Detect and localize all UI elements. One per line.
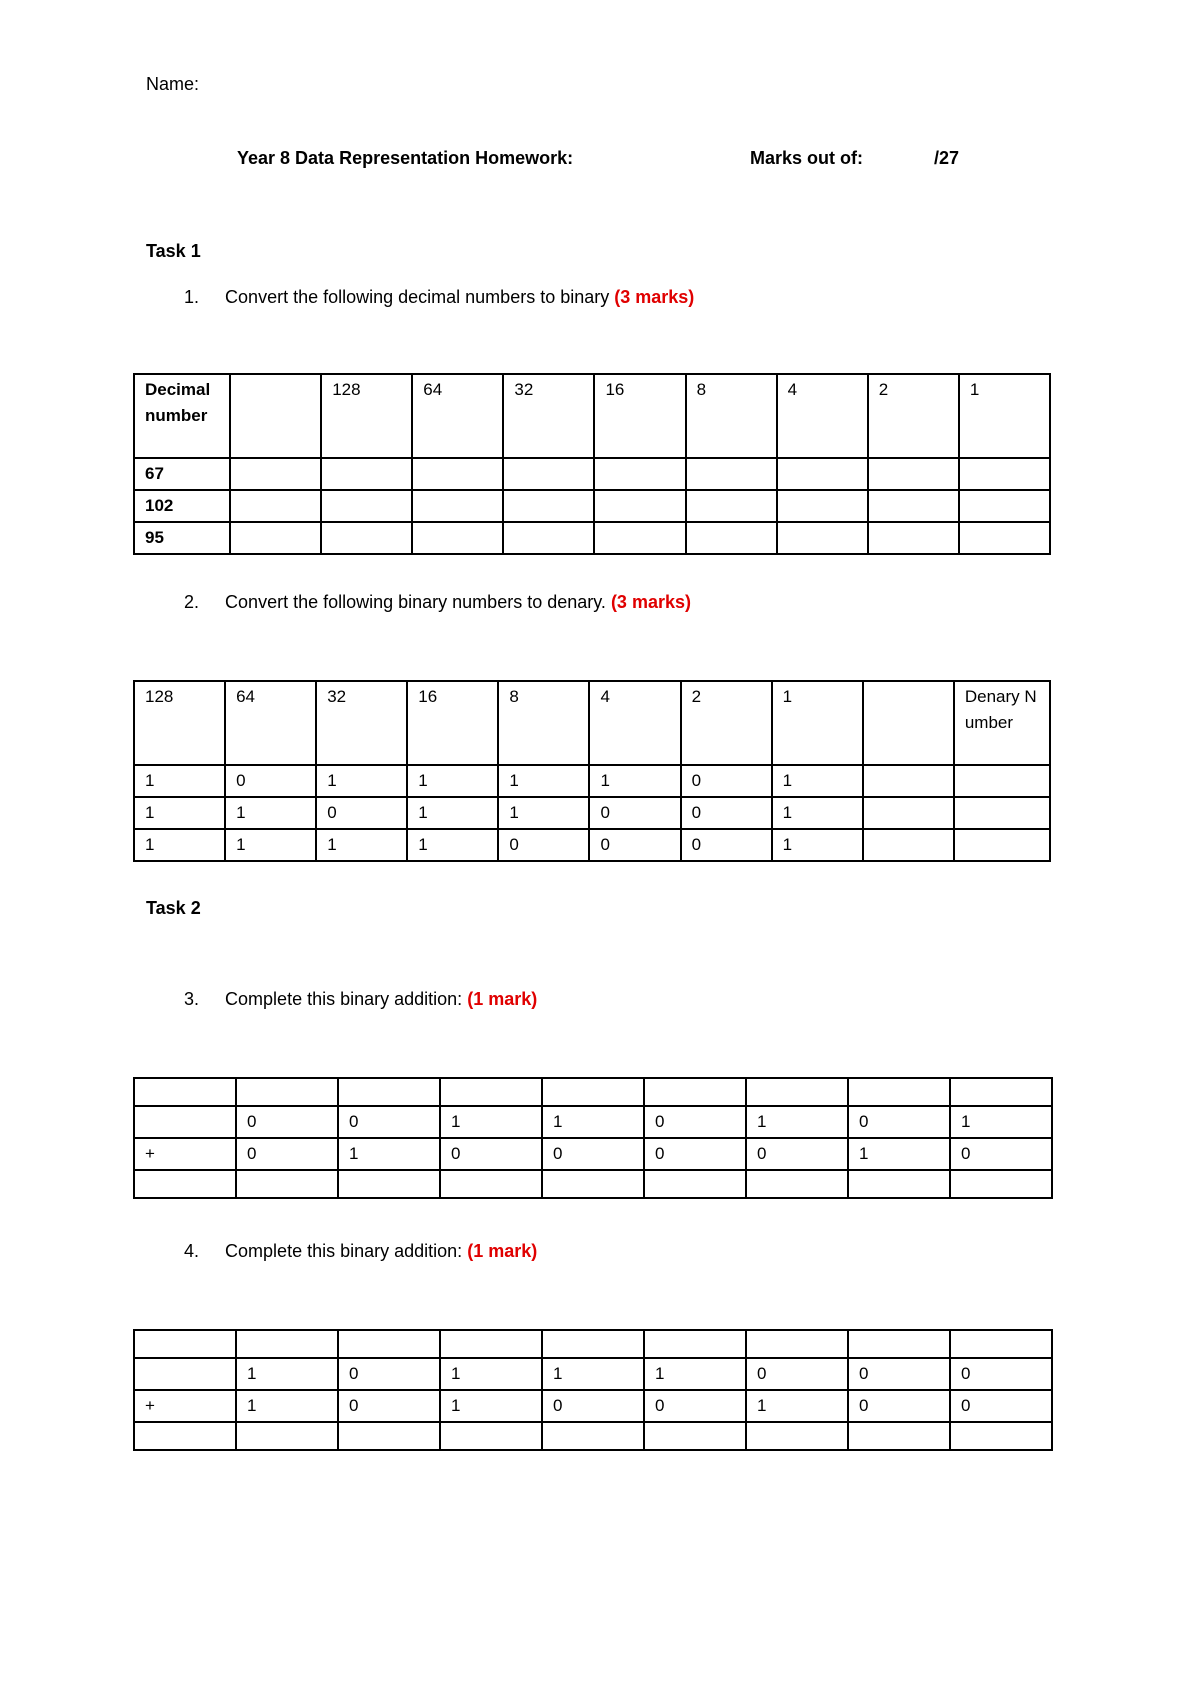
answer-cell[interactable]: [321, 490, 412, 522]
bit-cell: 0: [644, 1138, 746, 1170]
bit-cell: 1: [407, 765, 498, 797]
result-row: [134, 1422, 1052, 1450]
bit-cell: 1: [236, 1358, 338, 1390]
q4-marks: (1 mark): [467, 1241, 538, 1261]
binary-addition-table-1: [133, 1077, 1053, 1199]
bit-cell: 1: [440, 1358, 542, 1390]
bit-cell: 0: [589, 829, 680, 861]
header-cell: 1: [959, 374, 1050, 458]
bit-cell: 0: [338, 1106, 440, 1138]
bit-cell: 1: [950, 1106, 1052, 1138]
bit-cell: 1: [542, 1106, 644, 1138]
answer-cell[interactable]: [954, 829, 1050, 861]
bit-cell: 0: [225, 765, 316, 797]
answer-cell[interactable]: [686, 490, 777, 522]
q3-marks: (1 mark): [467, 989, 538, 1009]
bit-cell: 0: [589, 797, 680, 829]
table-header-row: [134, 681, 1050, 765]
header-cell: 16: [594, 374, 685, 458]
bit-cell: 1: [407, 829, 498, 861]
bit-cell: 0: [950, 1358, 1052, 1390]
bit-cell: 0: [542, 1390, 644, 1422]
header-cell: 4: [777, 374, 868, 458]
carry-cell[interactable]: [746, 1078, 848, 1106]
answer-cell[interactable]: [503, 490, 594, 522]
bit-cell: 1: [542, 1358, 644, 1390]
header-cell: 32: [503, 374, 594, 458]
header-cell: Denary Number: [954, 681, 1050, 765]
carry-cell[interactable]: [134, 1330, 236, 1358]
bit-cell: 1: [498, 765, 589, 797]
bit-cell: 0: [950, 1138, 1052, 1170]
answer-cell[interactable]: [440, 1170, 542, 1198]
binary-to-denary-table: [133, 680, 1051, 862]
carry-cell[interactable]: [542, 1078, 644, 1106]
bit-cell: 1: [848, 1138, 950, 1170]
bit-cell: 1: [440, 1106, 542, 1138]
table-row: [134, 490, 1050, 522]
answer-cell[interactable]: [412, 522, 503, 554]
bit-cell: 0: [542, 1138, 644, 1170]
table-row: [134, 829, 1050, 861]
blank-cell: [863, 829, 954, 861]
blank-cell: [863, 765, 954, 797]
q1-text: Convert the following decimal numbers to binary: [225, 287, 610, 307]
header-cell: 2: [868, 374, 959, 458]
bit-cell: 1: [338, 1138, 440, 1170]
bit-cell: 1: [746, 1106, 848, 1138]
bit-cell: 0: [236, 1106, 338, 1138]
task1-heading: Task 1: [146, 241, 201, 261]
bit-cell: 0: [498, 829, 589, 861]
addend-row: [134, 1358, 1052, 1390]
q2-number: 2.: [184, 592, 200, 612]
bit-cell: 0: [338, 1358, 440, 1390]
answer-cell[interactable]: [959, 522, 1050, 554]
header-cell: 8: [686, 374, 777, 458]
bit-cell: 1: [225, 797, 316, 829]
table-header-row: [134, 374, 1050, 458]
carry-cell[interactable]: [134, 1078, 236, 1106]
carry-cell[interactable]: [338, 1078, 440, 1106]
blank-cell: [863, 797, 954, 829]
q4-text: Complete this binary addition:: [225, 1241, 463, 1261]
marks-label: Marks out of:: [750, 148, 864, 168]
name-label: Name:: [146, 74, 200, 94]
answer-cell[interactable]: [848, 1170, 950, 1198]
bit-cell: 0: [681, 797, 772, 829]
answer-cell[interactable]: [644, 1170, 746, 1198]
answer-cell[interactable]: [959, 490, 1050, 522]
bit-cell: 1: [225, 829, 316, 861]
operator-cell: [134, 1106, 236, 1138]
carry-row: [134, 1078, 1052, 1106]
carry-cell[interactable]: [542, 1330, 644, 1358]
bit-cell: 1: [772, 797, 863, 829]
bit-cell: 0: [746, 1138, 848, 1170]
answer-cell[interactable]: [777, 458, 868, 490]
header-cell: 2: [681, 681, 772, 765]
answer-cell[interactable]: [134, 1422, 236, 1450]
bit-cell: 0: [440, 1138, 542, 1170]
answer-cell[interactable]: [848, 1422, 950, 1450]
table-row: [134, 458, 1050, 490]
q1-marks: (3 marks): [614, 287, 695, 307]
answer-cell[interactable]: [503, 522, 594, 554]
header-cell: 16: [407, 681, 498, 765]
answer-cell[interactable]: [868, 458, 959, 490]
answer-cell[interactable]: [686, 458, 777, 490]
answer-cell[interactable]: [950, 1170, 1052, 1198]
header-cell: 4: [589, 681, 680, 765]
answer-cell[interactable]: [503, 458, 594, 490]
answer-cell[interactable]: [746, 1170, 848, 1198]
bit-cell: 1: [440, 1390, 542, 1422]
carry-cell[interactable]: [950, 1330, 1052, 1358]
q4-prompt: [184, 1241, 537, 1262]
header-cell: 8: [498, 681, 589, 765]
q2-marks: (3 marks): [610, 592, 691, 612]
header-cell: 64: [225, 681, 316, 765]
carry-cell[interactable]: [644, 1078, 746, 1106]
bit-cell: 1: [746, 1390, 848, 1422]
bit-cell: 0: [644, 1390, 746, 1422]
answer-cell[interactable]: [954, 797, 1050, 829]
answer-cell[interactable]: [412, 458, 503, 490]
bit-cell: 1: [589, 765, 680, 797]
carry-cell[interactable]: [236, 1330, 338, 1358]
bit-cell: 0: [681, 829, 772, 861]
decimal-value-cell: 102: [134, 490, 230, 522]
answer-cell[interactable]: [686, 522, 777, 554]
table-row: [134, 765, 1050, 797]
carry-cell[interactable]: [848, 1078, 950, 1106]
bit-cell: 1: [134, 797, 225, 829]
header-cell: Decimal number: [134, 374, 230, 458]
q2-prompt: [184, 592, 691, 613]
answer-cell[interactable]: [236, 1422, 338, 1450]
answer-cell[interactable]: [440, 1422, 542, 1450]
bit-cell: 1: [134, 829, 225, 861]
q4-number: 4.: [184, 1241, 200, 1261]
bit-cell: 1: [498, 797, 589, 829]
answer-cell[interactable]: [338, 1422, 440, 1450]
answer-cell[interactable]: [230, 522, 321, 554]
answer-cell[interactable]: [134, 1170, 236, 1198]
answer-cell[interactable]: [321, 522, 412, 554]
answer-cell[interactable]: [777, 522, 868, 554]
bit-cell: 1: [772, 765, 863, 797]
answer-cell[interactable]: [594, 522, 685, 554]
answer-cell[interactable]: [412, 490, 503, 522]
bit-cell: 1: [772, 829, 863, 861]
bit-cell: 0: [681, 765, 772, 797]
bit-cell: 1: [316, 765, 407, 797]
carry-cell[interactable]: [440, 1330, 542, 1358]
operator-cell: [134, 1358, 236, 1390]
bit-cell: 0: [746, 1358, 848, 1390]
carry-row: [134, 1330, 1052, 1358]
answer-cell[interactable]: [321, 458, 412, 490]
table-row: [134, 522, 1050, 554]
answer-cell[interactable]: [644, 1422, 746, 1450]
header-cell: 128: [321, 374, 412, 458]
bit-cell: 1: [407, 797, 498, 829]
bit-cell: 1: [236, 1390, 338, 1422]
bit-cell: 0: [950, 1390, 1052, 1422]
answer-cell[interactable]: [542, 1422, 644, 1450]
header-cell: 1: [772, 681, 863, 765]
q3-number: 3.: [184, 989, 200, 1009]
table-row: [134, 797, 1050, 829]
answer-cell[interactable]: [230, 490, 321, 522]
q2-text: Convert the following binary numbers to denary.: [225, 592, 606, 612]
answer-cell[interactable]: [777, 490, 868, 522]
carry-cell[interactable]: [644, 1330, 746, 1358]
bit-cell: 1: [134, 765, 225, 797]
decimal-value-cell: 67: [134, 458, 230, 490]
answer-cell[interactable]: [746, 1422, 848, 1450]
result-row: [134, 1170, 1052, 1198]
bit-cell: 0: [236, 1138, 338, 1170]
binary-addition-table-2: [133, 1329, 1053, 1451]
carry-cell[interactable]: [848, 1330, 950, 1358]
q3-prompt: [184, 989, 537, 1010]
bit-cell: 0: [338, 1390, 440, 1422]
bit-cell: 1: [644, 1358, 746, 1390]
header-cell: [863, 681, 954, 765]
bit-cell: 0: [316, 797, 407, 829]
bit-cell: 0: [848, 1390, 950, 1422]
bit-cell: 1: [316, 829, 407, 861]
decimal-value-cell: 95: [134, 522, 230, 554]
answer-cell[interactable]: [954, 765, 1050, 797]
task2-heading: Task 2: [146, 898, 201, 918]
addend-row: [134, 1138, 1052, 1170]
q1-prompt: [184, 287, 694, 308]
header-cell: 64: [412, 374, 503, 458]
answer-cell[interactable]: [594, 458, 685, 490]
answer-cell[interactable]: [542, 1170, 644, 1198]
bit-cell: 0: [848, 1358, 950, 1390]
answer-cell[interactable]: [950, 1422, 1052, 1450]
answer-cell[interactable]: [594, 490, 685, 522]
header-cell: 128: [134, 681, 225, 765]
homework-title: Year 8 Data Representation Homework:: [237, 148, 574, 168]
answer-cell[interactable]: [230, 458, 321, 490]
carry-cell[interactable]: [440, 1078, 542, 1106]
bit-cell: 0: [848, 1106, 950, 1138]
operator-cell: +: [134, 1390, 236, 1422]
header-cell: [230, 374, 321, 458]
q1-number: 1.: [184, 287, 200, 307]
header-cell: 32: [316, 681, 407, 765]
addend-row: [134, 1106, 1052, 1138]
carry-cell[interactable]: [236, 1078, 338, 1106]
answer-cell[interactable]: [868, 522, 959, 554]
answer-cell[interactable]: [236, 1170, 338, 1198]
answer-cell[interactable]: [338, 1170, 440, 1198]
carry-cell[interactable]: [746, 1330, 848, 1358]
answer-cell[interactable]: [868, 490, 959, 522]
marks-total: /27: [934, 148, 960, 168]
q3-text: Complete this binary addition:: [225, 989, 463, 1009]
carry-cell[interactable]: [338, 1330, 440, 1358]
bit-cell: 0: [644, 1106, 746, 1138]
addend-row: [134, 1390, 1052, 1422]
carry-cell[interactable]: [950, 1078, 1052, 1106]
decimal-to-binary-table: [133, 373, 1051, 555]
operator-cell: +: [134, 1138, 236, 1170]
answer-cell[interactable]: [959, 458, 1050, 490]
